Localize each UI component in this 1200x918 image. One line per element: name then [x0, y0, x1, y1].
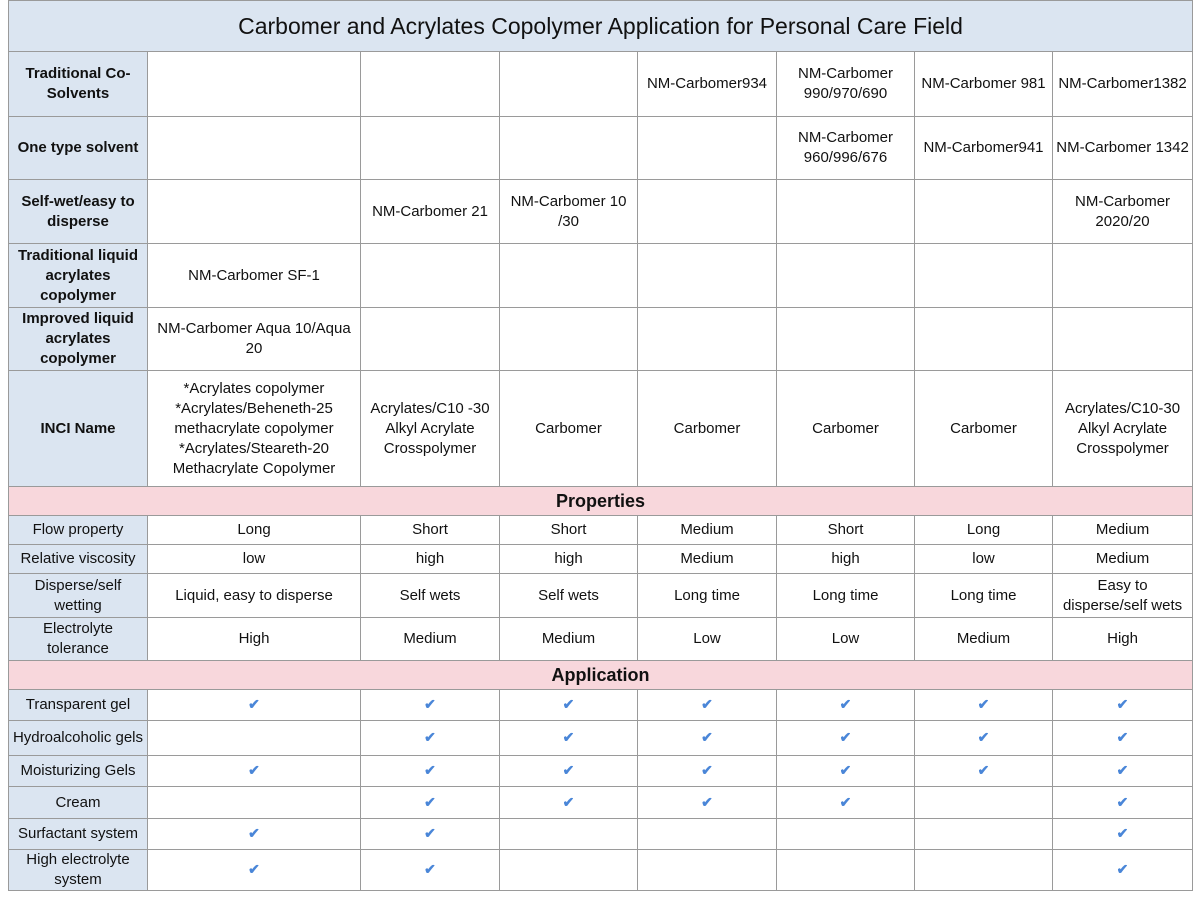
application-cell: [777, 756, 915, 787]
product-cell: NM-Carbomer 10 /30: [500, 180, 638, 244]
table-title: Carbomer and Acrylates Copolymer Application for Personal Care Field: [9, 1, 1193, 52]
application-cell: [148, 756, 361, 787]
property-value: high: [361, 545, 500, 574]
property-value: High: [1053, 618, 1193, 661]
property-value: Medium: [1053, 545, 1193, 574]
product-cell: [500, 308, 638, 371]
product-cell: [638, 308, 777, 371]
application-cell: [915, 721, 1053, 756]
property-row: [9, 545, 1193, 574]
checkmark-icon: ✔: [424, 696, 436, 712]
application-cell: [148, 850, 361, 891]
checkmark-icon: ✔: [839, 793, 852, 810]
application-cell: [638, 756, 777, 787]
product-cell: NM-Carbomer 981: [915, 52, 1053, 117]
application-cell: [361, 850, 500, 891]
row-label: Relative viscosity: [9, 545, 148, 574]
application-cell: [638, 690, 777, 721]
checkmark-icon: ✔: [424, 861, 436, 877]
header-row: [9, 244, 1193, 308]
application-table: [8, 0, 1193, 891]
product-cell: [148, 117, 361, 180]
product-cell: [361, 308, 500, 371]
product-cell: [915, 244, 1053, 308]
property-value: Long: [915, 516, 1053, 545]
checkmark-icon: ✔: [562, 762, 575, 778]
application-cell: [361, 787, 500, 819]
row-label: High electrolyte system: [9, 850, 148, 891]
property-value: Short: [500, 516, 638, 545]
row-label: One type solvent: [9, 117, 148, 180]
application-row: [9, 819, 1193, 850]
checkmark-icon: ✔: [977, 729, 990, 745]
property-value: Liquid, easy to disperse: [148, 574, 361, 618]
product-cell: [148, 52, 361, 117]
product-cell: [1053, 308, 1193, 371]
checkmark-icon: ✔: [701, 762, 713, 778]
application-cell: [777, 819, 915, 850]
row-label: Cream: [9, 787, 148, 819]
application-cell: [148, 819, 361, 850]
property-value: Self wets: [500, 574, 638, 618]
checkmark-icon: ✔: [701, 729, 713, 745]
application-cell: [638, 819, 777, 850]
application-cell: [361, 690, 500, 721]
product-cell: NM-Carbomer 960/996/676: [777, 117, 915, 180]
checkmark-icon: ✔: [839, 729, 852, 745]
checkmark-icon: ✔: [839, 696, 852, 712]
product-cell: NM-Carbomer 990/970/690: [777, 52, 915, 117]
property-row: [9, 574, 1193, 618]
application-cell: [915, 756, 1053, 787]
property-value: Long time: [777, 574, 915, 618]
product-cell: Carbomer: [500, 371, 638, 487]
row-label: Hydroalcoholic gels: [9, 721, 148, 756]
property-value: Long: [148, 516, 361, 545]
properties-section: [9, 487, 1193, 516]
product-cell: Acrylates/C10-30 Alkyl Acrylate Crosspolymer: [1053, 371, 1193, 487]
product-cell: [500, 117, 638, 180]
property-value: Low: [777, 618, 915, 661]
product-cell: [915, 308, 1053, 371]
application-cell: [148, 787, 361, 819]
application-cell: [148, 721, 361, 756]
property-value: Medium: [638, 545, 777, 574]
property-value: high: [500, 545, 638, 574]
property-value: low: [148, 545, 361, 574]
application-row: [9, 850, 1193, 891]
product-cell: Carbomer: [638, 371, 777, 487]
row-label: Self-wet/easy to disperse: [9, 180, 148, 244]
application-cell: [500, 819, 638, 850]
product-cell: Carbomer: [777, 371, 915, 487]
checkmark-icon: ✔: [839, 762, 852, 778]
application-row: [9, 690, 1193, 721]
product-cell: [361, 117, 500, 180]
row-label: INCI Name: [9, 371, 148, 487]
checkmark-icon: ✔: [424, 825, 436, 841]
application-cell: [500, 721, 638, 756]
checkmark-icon: ✔: [562, 696, 575, 712]
checkmark-icon: ✔: [1116, 825, 1129, 841]
product-cell: [777, 244, 915, 308]
product-cell: [500, 244, 638, 308]
application-cell: [915, 850, 1053, 891]
checkmark-icon: ✔: [977, 696, 990, 712]
property-value: Self wets: [361, 574, 500, 618]
header-row: [9, 52, 1193, 117]
header-row: [9, 371, 1193, 487]
row-label: Surfactant system: [9, 819, 148, 850]
product-cell: Acrylates/C10 -30 Alkyl Acrylate Crosspolymer: [361, 371, 500, 487]
product-cell: *Acrylates copolymer *Acrylates/Beheneth-25 methacrylate copolymer *Acrylates/Steareth-20 Methacrylate Copolymer: [148, 371, 361, 487]
checkmark-icon: ✔: [248, 825, 260, 841]
product-cell: [500, 52, 638, 117]
application-row: [9, 756, 1193, 787]
application-cell: [148, 690, 361, 721]
row-label: Flow property: [9, 516, 148, 545]
product-cell: NM-Carbomer 21: [361, 180, 500, 244]
property-value: Medium: [638, 516, 777, 545]
row-label: Moisturizing Gels: [9, 756, 148, 787]
checkmark-icon: ✔: [1116, 762, 1129, 778]
row-label: Disperse/self wetting: [9, 574, 148, 618]
application-cell: [915, 690, 1053, 721]
application-cell: [915, 819, 1053, 850]
application-cell: [915, 787, 1053, 819]
product-cell: [361, 244, 500, 308]
application-cell: [1053, 850, 1193, 891]
row-label: Traditional Co-Solvents: [9, 52, 148, 117]
product-cell: NM-Carbomer 1342: [1053, 117, 1193, 180]
header-row: [9, 117, 1193, 180]
checkmark-icon: ✔: [562, 793, 575, 810]
row-label: Improved liquid acrylates copolymer: [9, 308, 148, 371]
application-cell: [638, 787, 777, 819]
application-cell: [1053, 819, 1193, 850]
application-cell: [1053, 756, 1193, 787]
header-row: [9, 180, 1193, 244]
checkmark-icon: ✔: [424, 762, 436, 778]
product-cell: [777, 180, 915, 244]
property-value: Medium: [915, 618, 1053, 661]
product-cell: [638, 244, 777, 308]
application-cell: [777, 787, 915, 819]
application-cell: [361, 756, 500, 787]
checkmark-icon: ✔: [248, 861, 260, 877]
application-cell: [777, 850, 915, 891]
checkmark-icon: ✔: [701, 793, 713, 810]
checkmark-icon: ✔: [248, 696, 260, 712]
product-cell: [638, 180, 777, 244]
application-cell: [361, 721, 500, 756]
product-cell: [915, 180, 1053, 244]
application-cell: [1053, 721, 1193, 756]
application-cell: [777, 690, 915, 721]
application-section-label: Application: [9, 661, 1193, 690]
checkmark-icon: ✔: [248, 762, 260, 778]
property-value: Low: [638, 618, 777, 661]
property-value: Easy to disperse/self wets: [1053, 574, 1193, 618]
application-cell: [1053, 690, 1193, 721]
product-cell: [638, 117, 777, 180]
product-cell: NM-Carbomer1382: [1053, 52, 1193, 117]
properties-section-label: Properties: [9, 487, 1193, 516]
application-cell: [638, 850, 777, 891]
property-row: [9, 618, 1193, 661]
product-cell: NM-Carbomer Aqua 10/Aqua 20: [148, 308, 361, 371]
checkmark-icon: ✔: [1116, 696, 1129, 712]
checkmark-icon: ✔: [562, 729, 575, 745]
application-row: [9, 787, 1193, 819]
product-cell: [777, 308, 915, 371]
checkmark-icon: ✔: [1116, 729, 1129, 745]
property-value: Short: [777, 516, 915, 545]
product-cell: NM-Carbomer934: [638, 52, 777, 117]
row-label: Traditional liquid acrylates copolymer: [9, 244, 148, 308]
application-cell: [500, 850, 638, 891]
checkmark-icon: ✔: [1116, 861, 1129, 877]
product-cell: [361, 52, 500, 117]
application-row: [9, 721, 1193, 756]
checkmark-icon: ✔: [424, 793, 436, 810]
checkmark-icon: ✔: [977, 762, 990, 778]
row-label: Electrolyte tolerance: [9, 618, 148, 661]
application-cell: [361, 819, 500, 850]
product-cell: [148, 180, 361, 244]
property-value: Medium: [1053, 516, 1193, 545]
application-cell: [1053, 787, 1193, 819]
property-value: low: [915, 545, 1053, 574]
application-cell: [500, 690, 638, 721]
property-value: Medium: [500, 618, 638, 661]
property-value: Medium: [361, 618, 500, 661]
product-cell: NM-Carbomer SF-1: [148, 244, 361, 308]
property-value: Short: [361, 516, 500, 545]
property-value: high: [777, 545, 915, 574]
product-cell: NM-Carbomer 2020/20: [1053, 180, 1193, 244]
product-cell: NM-Carbomer941: [915, 117, 1053, 180]
property-value: High: [148, 618, 361, 661]
application-cell: [777, 721, 915, 756]
header-row: [9, 308, 1193, 371]
property-row: [9, 516, 1193, 545]
application-cell: [638, 721, 777, 756]
application-cell: [500, 756, 638, 787]
application-section: [9, 661, 1193, 690]
property-value: Long time: [638, 574, 777, 618]
checkmark-icon: ✔: [701, 696, 713, 712]
product-cell: [1053, 244, 1193, 308]
row-label: Transparent gel: [9, 690, 148, 721]
checkmark-icon: ✔: [1116, 793, 1129, 810]
product-cell: Carbomer: [915, 371, 1053, 487]
checkmark-icon: ✔: [424, 729, 436, 745]
application-cell: [500, 787, 638, 819]
property-value: Long time: [915, 574, 1053, 618]
